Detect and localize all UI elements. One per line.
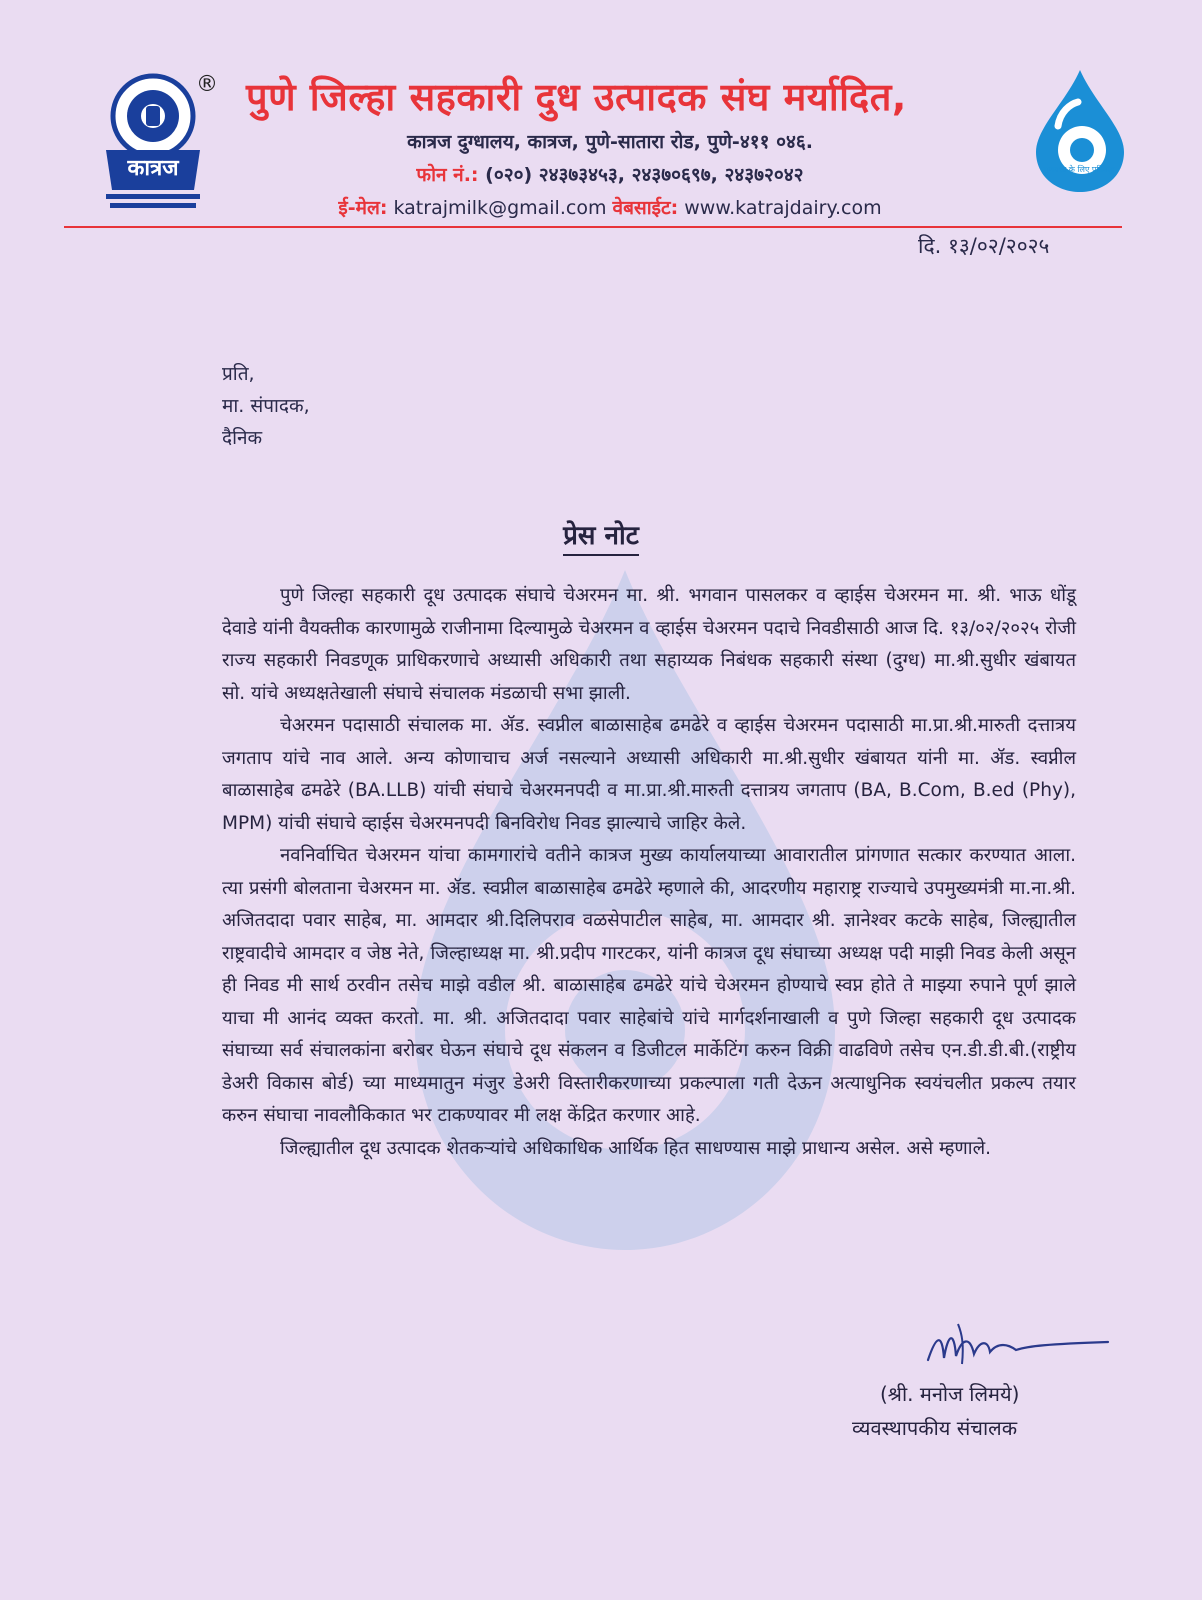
website-label: वेबसाईट: <box>612 197 679 219</box>
body-paragraph: जिल्ह्यातील दूध उत्पादक शेतकऱ्यांचे अधिकाधिक आर्थिक हित साधण्यास माझे प्राधान्य असेल. असे म्हणाले. <box>280 1137 991 1159</box>
email-value[interactable]: katrajmilk@gmail.com <box>393 197 607 219</box>
registered-mark: ® <box>196 72 218 97</box>
contact-line <box>280 194 940 220</box>
phone-value: (०२०) २४३७३४५३, २४३७०६९७, २४३७२०४२ <box>485 164 804 186</box>
letter-body <box>222 580 1076 1165</box>
phone-line <box>300 161 920 187</box>
signatory-designation: व्यवस्थापकीय संचालक <box>852 1416 1018 1440</box>
logo-left-text: कात्रज <box>127 156 179 181</box>
recipient-line: प्रति, <box>222 363 255 385</box>
press-note-title <box>0 516 1202 552</box>
body-paragraph: चेअरमन पदासाठी संचालक मा. ॲड. स्वप्नील बाळासाहेब ढमढेरे व व्हाईस चेअरमन पदासाठी मा.प्रा.श्री.मारुती दत्तात्रय जगताप यांचे नाव आले. अन्य कोणाचाच अर्ज नसल्याने अध्यासी अधिकारी मा.श्री.सुधीर खंबायत यांनी मा. ॲड. स्वप्नील बाळासाहेब ढमढेरे (BA.LLB) यांची संघाचे चेअरमनपदी व मा.प्रा.श्री.मारुती दत्तात्रय जगताप (BA, B.Com, B.ed (Phy), MPM) यांची संघाचे व्हाईस चेअरमनपदी बिनविरोध निवड झाल्याचे जाहिर केले. <box>222 715 1076 834</box>
letter-date: दि. १३/०२/२०२५ <box>918 234 1050 258</box>
organization-address: कात्रज दुग्धालय, कात्रज, पुणे-सातारा रोड, पुणे-४११ ०४६. <box>407 131 813 153</box>
title-text: प्रेस नोट <box>563 521 639 556</box>
website-value[interactable]: www.katrajdairy.com <box>684 197 882 219</box>
organization-name: पुणे जिल्हा सहकारी दुध उत्पादक संघ मर्यादित, <box>246 75 907 119</box>
recipient-line: दैनिक <box>222 427 263 449</box>
quality-drop-logo-icon <box>1030 66 1130 196</box>
recipient-block <box>222 358 310 454</box>
body-paragraph: पुणे जिल्हा सहकारी दूध उत्पादक संघाचे चेअरमन मा. श्री. भगवान पासलकर व व्हाईस चेअरमन मा. श्री. भाऊ धोंडू देवाडे यांनी वैयक्तीक कारणामुळे राजीनामा दिल्यामुळे चेअरमन व व्हाईस चेअरमन पदाचे निवडीसाठी आज दि. १३/०२/२०२५ रोजी राज्य सहकारी निवडणूक प्राधिकरणाचे अध्यासी अधिकारी तथा सहाय्यक निबंधक सहकारी संस्था (दुग्ध) मा.श्री.सुधीर खंबायत सो. यांचे अध्यक्षतेखाली संघाचे संचालक मंडळाची सभा झाली. <box>222 585 1076 704</box>
body-paragraph: नवनिर्वाचित चेअरमन यांचा कामगारांचे वतीने कात्रज मुख्य कार्यालयाच्या आवारातील प्रांगणात सत्कार करण्यात आला. त्या प्रसंगी बोलताना चेअरमन मा. ॲड. स्वप्नील बाळासाहेब ढमढेरे म्हणाले की, आदरणीय महाराष्ट्र राज्याचे उपमुख्यमंत्री मा.ना.श्री. अजितदादा पवार साहेब, मा. आमदार श्री.दिलिपराव वळसेपाटील साहेब, मा. आमदार श्री. ज्ञानेश्वर कटके साहेब, जिल्ह्यातील राष्ट्रवादीचे आमदार व जेष्ठ नेते, जिल्हाध्यक्ष मा. श्री.प्रदीप गारटकर, यांनी कात्रज दूध संघाच्या अध्यक्ष पदी माझी निवड केली असून ही निवड मी सार्थ ठरवीन तसेच माझे वडील श्री. बाळासाहेब ढमढेरे यांचे चेअरमन होण्याचे स्वप्न होते ते माझ्या रुपाने पूर्ण झाले याचा मी आनंद व्यक्त करतो. मा. श्री. अजितदादा पवार साहेबांचे यांचे मार्गदर्शनाखाली व पुणे जिल्हा सहकारी दूध उत्पादक संघाच्या सर्व संचालकांना बरोबर घेऊन संघाचे दूध संकलन व डिजीटल मार्केटिंग करुन विक्री वाढविणे तसेच एन.डी.डी.बी.(राष्ट्रीय डेअरी विकास बोर्ड) च्या माध्यमातुन मंजुर डेअरी विस्तारीकरणाच्या प्रकल्पाला गती देऊन अत्याधुनिक स्वयंचलीत प्रकल्प तयार करुन संघाचा नावलौकिकात भर टाकण्यावर मी लक्ष केंद्रित करणार आहे. <box>222 845 1076 1126</box>
phone-label: फोन नं.: <box>416 164 479 186</box>
email-label: ई-मेल: <box>338 197 388 219</box>
signatory-name: (श्री. मनोज लिमये) <box>880 1382 1020 1406</box>
signature-icon <box>918 1314 1118 1380</box>
header-divider <box>64 226 1122 228</box>
logo-right-tagline: गुणवत्ता के लिए प्रतिबद्ध <box>1043 165 1115 174</box>
katraj-logo-icon <box>98 72 208 212</box>
recipient-line: मा. संपादक, <box>222 395 310 417</box>
